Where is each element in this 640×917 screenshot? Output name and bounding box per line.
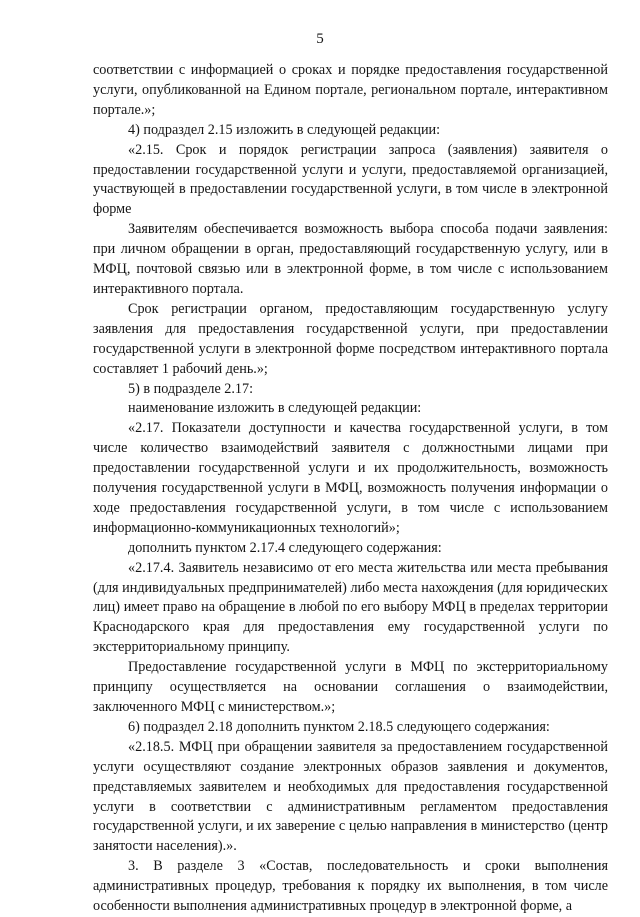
paragraph-9: дополнить пунктом 2.17.4 следующего содержания: <box>128 539 442 556</box>
paragraph-3: «2.15. Срок и порядок регистрации запроса (заявления) заявителя о предоставлении государственной услуги и услуги, предоставляемой организацией, участвующей в предоставлении государственной услуги, в том числе в электронной форме <box>93 141 608 218</box>
paragraph-8: «2.17. Показатели доступности и качества государственной услуги, в том числе количество взаимодействий заявителя с должностными лицами при предоставлении государственной услуги и их продолжительность, возможность получения государственной услуги в МФЦ, возможность получения информации о ходе предоставления государственной услуги, в том числе с использованием информационно-коммуникационных технологий»; <box>93 420 608 536</box>
page-number: 5 <box>316 31 324 47</box>
document-body <box>93 61 608 917</box>
paragraph-14: 3. В разделе 3 «Состав, последовательность и сроки выполнения административных процедур, требования к порядку их выполнения, в том числе особенности выполнения административных процедур в электронной форме, а <box>93 858 608 915</box>
paragraph-7: наименование изложить в следующей редакции: <box>128 400 422 417</box>
paragraph-6: 5) в подразделе 2.17: <box>128 380 254 397</box>
paragraph-4: Заявителям обеспечивается возможность выбора способа подачи заявления: при личном обращении в орган, предоставляющий государственную услугу, или в МФЦ, почтовой связью или в электронной форме, в том числе с использованием интерактивного портала. <box>93 221 608 297</box>
paragraph-11: Предоставление государственной услуги в МФЦ по экстерриториальному принципу осуществляется на основании соглашения о взаимодействии, заключенного МФЦ с министерством.»; <box>93 659 608 715</box>
paragraph-1: соответствии с информацией о сроках и порядке предоставления государственной услуги, опубликованной на Едином портале, региональном портале, интерактивном портале.»; <box>93 62 608 118</box>
paragraph-10: «2.17.4. Заявитель независимо от его места жительства или места пребывания (для индивидуальных предпринимателей) либо места нахождения (для юридических лиц) имеет право на обращение в любой по его выбору МФЦ в пределах территории Краснодарского края для предоставления ему государственной услуги по экстерриториальному принципу. <box>93 559 608 656</box>
paragraph-13: «2.18.5. МФЦ при обращении заявителя за предоставлением государственной услуги осуществляют создание электронных образов заявления и документов, представляемых заявителем и необходимых для предоставления государственной услуги в соответствии с административным регламентом предоставления государственной услуги, и их заверение с целью направления в министерство (центр занятости населения).». <box>93 738 608 855</box>
paragraph-5: Срок регистрации органом, предоставляющим государственную услугу заявления для предоставления государственной услуги, при предоставлении государственной услуги в электронной форме посредством интерактивного портала составляет 1 рабочий день.»; <box>93 300 608 377</box>
paragraph-12: 6) подраздел 2.18 дополнить пунктом 2.18.5 следующего содержания: <box>128 718 550 735</box>
paragraph-2: 4) подраздел 2.15 изложить в следующей редакции: <box>128 121 441 138</box>
